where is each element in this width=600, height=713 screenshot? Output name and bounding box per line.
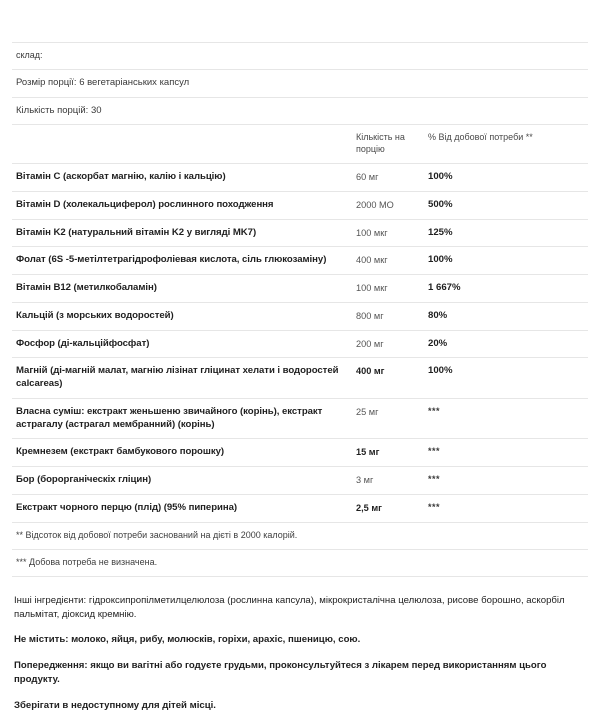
supplement-facts-table	[12, 42, 588, 577]
column-header-name	[12, 125, 352, 164]
ingredient-daily-value: ***	[428, 405, 441, 416]
ingredient-name: Екстракт чорного перцю (плід) (95% пиперина)	[16, 501, 238, 513]
ingredient-amount: 15 мг	[356, 447, 380, 458]
ingredient-daily-value: 500%	[428, 198, 453, 210]
column-header-row	[12, 125, 588, 164]
ingredient-daily-value: 1 667%	[428, 282, 461, 294]
servings-per-container-text: Кількість порцій: 30	[16, 104, 102, 116]
allergen-free-text: Не містить: молоко, яйця, рибу, молюсків, горіхи, арахіс, пшеницю, сою.	[14, 634, 361, 646]
ingredient-name: Бор (борорганіческіх гліцин)	[16, 474, 152, 486]
table-row	[12, 358, 588, 399]
footnote-daily-value: ** Відсоток від добової потреби заснований на дієті в 2000 калорій.	[16, 529, 298, 540]
table-row	[12, 302, 588, 330]
supplement-facts-page	[0, 42, 600, 712]
ingredient-name: Вітамін K2 (натуральний вітамін K2 у вигляді MK7)	[16, 226, 257, 238]
ingredient-name: Власна суміш: екстракт женьшеню звичайного (корінь), екстракт астрагалу (астрагал мембранний) (корінь)	[16, 405, 323, 430]
ingredient-daily-value: 100%	[428, 171, 453, 183]
ingredient-amount: 2,5 мг	[356, 502, 382, 513]
composition-row	[12, 43, 588, 70]
ingredient-daily-value: 100%	[428, 254, 453, 266]
ingredient-daily-value: ***	[428, 446, 441, 457]
footnote-row-dv	[12, 522, 588, 549]
ingredient-name: Вітамін C (аскорбат магнію, калію і кальцію)	[16, 171, 226, 183]
table-row	[12, 219, 588, 247]
column-header-daily-value: % Від добової потреби **	[428, 132, 533, 143]
ingredient-amount: 2000 МО	[356, 199, 394, 210]
ingredient-name: Вітамін D (холекальциферол) рослинного походження	[16, 198, 274, 210]
ingredient-amount: 100 мкг	[356, 283, 388, 294]
table-row	[12, 164, 588, 192]
product-notes	[12, 594, 588, 713]
serving-size-row	[12, 69, 588, 97]
ingredient-name: Магній (ді-магній малат, магнію лізінат гліцинат хелати і водоростей calcareas)	[16, 365, 339, 390]
servings-per-container-row	[12, 97, 588, 125]
ingredient-name: Кремнезем (екстракт бамбукового порошку)	[16, 446, 224, 458]
table-row	[12, 398, 588, 439]
table-row	[12, 275, 588, 303]
ingredient-amount: 200 мг	[356, 338, 384, 349]
table-row	[12, 467, 588, 495]
ingredient-amount: 400 мкг	[356, 255, 388, 266]
table-row	[12, 494, 588, 522]
composition-label: склад:	[16, 50, 43, 60]
table-body	[12, 43, 588, 577]
ingredient-daily-value: ***	[428, 474, 441, 485]
footnote-not-determined: *** Добова потреба не визначена.	[16, 556, 158, 567]
ingredient-amount: 400 мг	[356, 366, 385, 377]
ingredient-daily-value: ***	[428, 501, 441, 512]
table-row	[12, 330, 588, 358]
ingredient-name: Фолат (6S -5-метілтетрагідрофоліевая кислота, сіль глюкозаміну)	[16, 254, 327, 266]
footnote-row-undetermined	[12, 549, 588, 576]
ingredient-amount: 60 мг	[356, 172, 379, 183]
warning-text: Попередження: якщо ви вагітні або годуєте грудьми, проконсультуйтеся з лікарем перед використанням цього продукту.	[14, 660, 547, 686]
ingredient-daily-value: 100%	[428, 365, 453, 377]
column-header-amount-per-serving: Кількість на порцію	[356, 132, 405, 155]
ingredient-daily-value: 20%	[428, 337, 448, 349]
ingredient-daily-value: 125%	[428, 226, 453, 238]
table-row	[12, 247, 588, 275]
ingredient-name: Вітамін B12 (метилкобаламін)	[16, 282, 157, 294]
ingredient-amount: 25 мг	[356, 406, 379, 417]
serving-size-text: Розмір порції: 6 вегетаріанських капсул	[16, 76, 190, 88]
ingredient-amount: 800 мг	[356, 310, 384, 321]
other-ingredients-text: Інші інгредієнти: гідроксипропілметилцелюлоза (рослинна капсула), мікрокристалічна целюлоза, рисове борошно, аскорбіл пальмітат, діоксид кремнію.	[14, 594, 565, 620]
ingredient-amount: 3 мг	[356, 475, 374, 486]
ingredient-name: Кальцій (з морських водоростей)	[16, 309, 174, 321]
ingredient-amount: 100 мкг	[356, 227, 388, 238]
table-row	[12, 191, 588, 219]
storage-text: Зберігати в недоступному для дітей місці.	[14, 700, 216, 712]
ingredient-daily-value: 80%	[428, 309, 448, 321]
ingredient-name: Фосфор (ді-кальційфосфат)	[16, 337, 150, 349]
table-row	[12, 439, 588, 467]
